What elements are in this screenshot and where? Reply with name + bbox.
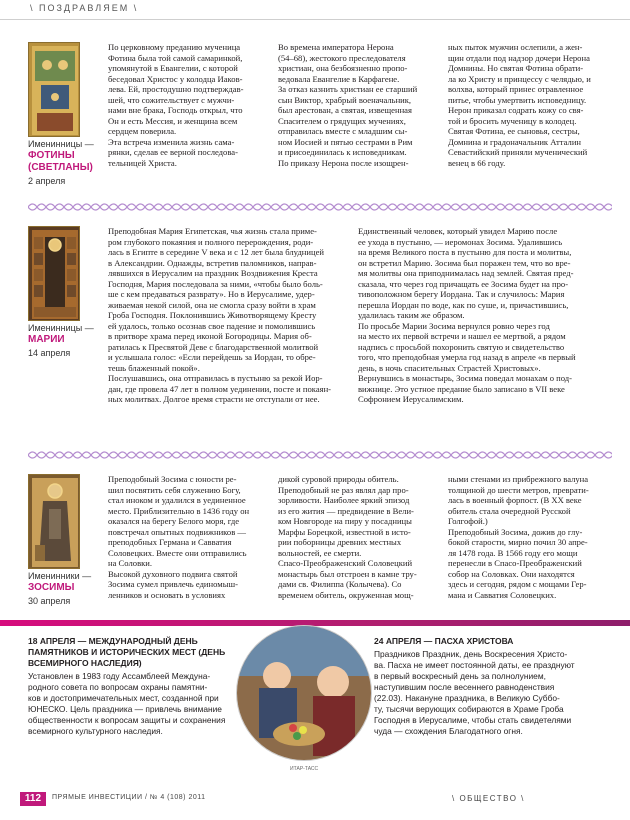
nameday-label: Именинницы — bbox=[28, 139, 94, 149]
event-text: Праздников Праздник, день Воскресения Христо- ва. Пасха не имеет постоянной даты, ее празднуют в первый воскресный день за полнолунием, наступившим после весеннего равноденствия (22.03). Накануне праздника, в Великую Суббо- ту, тысячи верующих собираются в Храме Гроба Господня в Иерусалиме, чтобы стать свидетелями чуда — схождения Благодатного огня. bbox=[374, 649, 575, 736]
nameday-date: 30 апреля bbox=[28, 596, 71, 606]
event-heritage-day bbox=[28, 636, 238, 737]
top-rubric-bar bbox=[0, 0, 630, 20]
saint-name-block bbox=[28, 571, 106, 607]
text-column: Единственный человек, который увидел Марию после ее ухода в пустыню, — иеромонах Зосима. Удалившись на время Великого поста в пустыню для поста и молитвы, он встретил Марию. Зосима был поражен тем, что во вре- мя молитвы она приподнималась над землей. Святая пред- сказала, что через год причащать ее Зосима будет на про- тивоположном берегу Иордана. Так и случилось: Мария перешла Иордан по воде, как по суше, и, причастившись, удалилась таким же образом. По просьбе Марии Зосима вернулся ровно через год на место их первой встречи и нашел ее мертвой, а рядом надпись с просьбой похоронить святую и свидетельство того, что преподобная умерла год назад в апреле «в первый день, в ночь спасительных Страстей Христовых». Вернувшись в монастырь, Зосима поведал монахам о под- вижнице. Это устное предание было записано в VII веке Софронием Иерусалимским. bbox=[358, 226, 576, 404]
event-easter bbox=[374, 636, 612, 737]
text-column: Во времена императора Нерона (54–68), жестокого преследователя христиан, она безбоязненно пропо- ведовала Евангелие в Карфагене. За отказ казнить христиан ее старший сын Виктор, храбрый военачальник, был арестован, а святая, извещенная Спасителем о грядущих мучениях, отправилась вместе с младшим сы- ном Иосией и пятью сестрами в Рим и присоединилась к исповедникам. По приказу Нерона после изощрен- bbox=[278, 42, 418, 168]
nameday-label: Именинники — bbox=[28, 571, 92, 581]
section-zosima bbox=[28, 474, 612, 614]
text-column: ных пыток мужчин ослепили, а жен- щин отдали под надзор дочери Нерона Домнины. Но святая Фотина обрати- ла ко Христу и принцессу с челядью, и волхва, который принес отравленное питье, чтобы умертвить исповедницу. Нерон приказал содрать кожу со свя- той и бросить мученицу в колодец. Святая Фотина, ее сыновья, сестры, Домнина и градоначальник Атталин Севастийский приняли мученический венец в 66 году. bbox=[448, 42, 591, 168]
photo-credit: ИТАР-ТАСС bbox=[290, 766, 319, 772]
saint-name: ФОТИНЫ (СВЕТЛАНЫ) bbox=[28, 150, 93, 173]
ornament-divider bbox=[28, 200, 612, 212]
section-maria bbox=[28, 226, 612, 446]
text-column: Преподобный Зосима с юности ре- шил посвятить себя служению Богу, стал иноком и удалился в уединенное место. Приблизительно в 1436 году он оказался на берегу Белого моря, где повстречал опытных подвижников — преподобных Германа и Савватия Соловецких. Вместе они отправились на Соловки. Высокой духовного подвига святой Зосима сумел привлечь единомыш- ленников и основать в условиях bbox=[108, 474, 250, 600]
icon-zosima-image bbox=[28, 474, 80, 569]
icon-fotina-image bbox=[28, 42, 80, 137]
saint-name: МАРИИ bbox=[28, 334, 65, 345]
event-title: 18 АПРЕЛЯ — МЕЖДУНАРОДНЫЙ ДЕНЬ ПАМЯТНИКОВ И ИСТОРИЧЕСКИХ МЕСТ (ДЕНЬ ВСЕМИРНОГО НАСЛЕДИЯ) bbox=[28, 636, 226, 668]
saint-name-block bbox=[28, 323, 106, 359]
section-fotina bbox=[28, 42, 612, 192]
nameday-date: 14 апреля bbox=[28, 348, 71, 358]
text-column: ными стенами из прибрежного валуна толщиной до шести метров, преврати- лась в военный форпост. (В XX веке обитель стала очередной Русской Голгофой.) Преподобный Зосима, дожив до глу- бокой старости, мирно почил 30 апре- ля 1478 года. В 1566 году его мощи перенесли в Спасо-Преображенский собор на Соловках. Они находятся здесь и сегодня, рядом с мощами Гер- мана и Савватия Соловецких. bbox=[448, 474, 589, 600]
page-number: 112 bbox=[20, 792, 46, 806]
icon-maria-image bbox=[28, 226, 80, 321]
magazine-title: ПРЯМЫЕ ИНВЕСТИЦИИ / № 4 (108) 2011 bbox=[52, 794, 206, 801]
text-column: Преподобная Мария Египетская, чья жизнь стала приме- ром глубокого покаяния и полного перерождения, роди- лась в Египте в середине V века и с 12 лет была блудницей в Александрии. Однажды, встретив паломников, направ- лявшихся в Иерусалим на праздник Воздвижения Креста Господня, Мария последовала за ними, «чтобы было боль- ше с кем предаваться разврату». Но в Иерусалиме, удер- живаемая некой силой, она не смогла сразу войти в храм Гроба Господня. Поклонившись Животворящему Кресту ей удалось, только осознав свое падение и помолившись в притворе храма перед иконой Богородицы. Мария об- ратилась к Пресвятой Деве с благодарственной молитвой и услышала голос: «Если перейдешь за Иордан, то обре- тешь блаженный покой». Послушавшись, она отправилась в пустыню за рекой Иор- дан, где провела 47 лет в полном уединении, посте и покаян- ных молитвах. Долгое время страсти не отступали от нее. bbox=[108, 226, 332, 404]
event-text: Установлен в 1983 году Ассамблеей Междуна- родного совета по вопросам охраны памятни- ков и достопримечательных мест, созданной при ЮНЕСКО. Цель праздника — привлечь внимание общественности к вопросам защиты и сохранения всемирного культурного наследия. bbox=[28, 671, 226, 736]
event-title: 24 АПРЕЛЯ — ПАСХА ХРИСТОВА bbox=[374, 636, 514, 646]
section-rubric: \ ПОЗДРАВЛЯЕМ \ bbox=[30, 3, 139, 13]
text-column: По церковному преданию мученица Фотина была той самой самаринкой, упомянутой в Евангелии, с которой беседовал Христос у колодца Иаков- лева. Ей, простодушно подтверждав- шей, что сожительствует с мужчи- нами вне брака, Господь открыл, что Он и есть Мессия, и женщина всем сердцем поверила. Эта встреча изменила жизнь сама- рянки, сделав ее верной последова- тельницей Христа. bbox=[108, 42, 244, 168]
easter-photo bbox=[236, 625, 372, 761]
ornament-divider bbox=[28, 448, 612, 460]
saint-name-block bbox=[28, 139, 106, 187]
nameday-label: Именинницы — bbox=[28, 323, 94, 333]
page-footer bbox=[0, 786, 630, 820]
top-rule bbox=[0, 19, 630, 20]
saint-name: ЗОСИМЫ bbox=[28, 582, 75, 593]
text-column: дикой суровой природы обитель. Преподобный не раз являл дар про- зорливости. Наиболее яркий эпизод из его жития — предвидение в Вели- ком Новгороде на пиру у посадницы Марфы Борецкой, известной в исто- рии поборницы древних местных вольностей, ее смерти. Спасо-Преображенский Соловецкий монастырь был отстроен в камне тру- дами св. Филиппа (Колычева). Со временем обитель, окруженная мощ- bbox=[278, 474, 417, 600]
footer-rubric: \ ОБЩЕСТВО \ bbox=[452, 794, 525, 803]
nameday-date: 2 апреля bbox=[28, 176, 66, 186]
